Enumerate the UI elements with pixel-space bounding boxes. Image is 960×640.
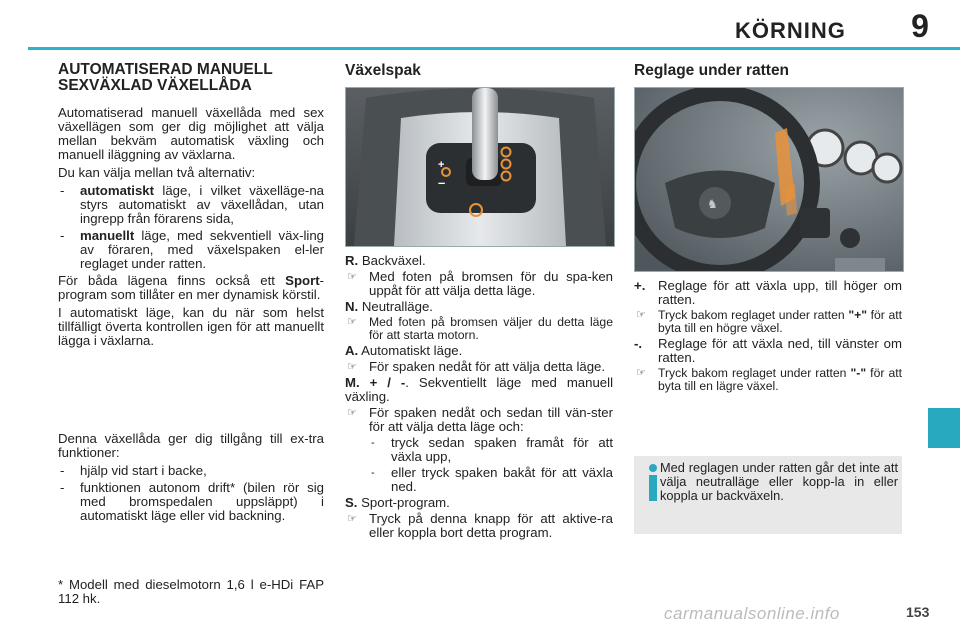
svg-text:♞: ♞ xyxy=(707,197,718,211)
functions-block xyxy=(58,432,324,526)
item-minus-paddle: -. Reglage för att växla ned, till vänster om ratten. xyxy=(634,336,902,365)
watermark: carmanualsonline.info xyxy=(664,604,840,623)
footnote: * Modell med dieselmotorn 1,6 l e-HDi FAP 112 hk. xyxy=(58,577,324,606)
info-text: Med reglagen under ratten går det inte att välja neutralläge eller kopp-la in eller koppla ur backväxeln. xyxy=(660,460,898,503)
hand-pointer-icon: ☞ xyxy=(347,407,357,419)
svg-text:–: – xyxy=(438,175,446,190)
left-column xyxy=(58,62,324,352)
sub-upshift: - tryck sedan spaken framåt för att växla upp, xyxy=(371,435,613,464)
chapter-side-tab xyxy=(928,408,960,448)
item-neutral: N. Neutralläge. xyxy=(345,299,433,314)
gear-lever-list xyxy=(345,254,613,542)
function-creep: - funktionen autonom drift* (bilen rör sig med bromspedalen uppsläppt) i automatiskt läge eller vid backning. xyxy=(58,481,324,523)
hint-sport: ☞ Tryck på denna knapp för att aktive-ra eller koppla bort detta program. xyxy=(347,511,613,540)
paddle-heading: Reglage under ratten xyxy=(634,62,790,79)
steering-wheel-image xyxy=(634,87,904,272)
hand-pointer-icon: ☞ xyxy=(347,513,357,525)
sport-paragraph: För båda lägena finns också ett Sport-program som tillåter en mer dynamisk körstil. xyxy=(58,273,324,302)
hint-manual: ☞ För spaken nedåt och sedan till vän-ster för att välja detta läge och: xyxy=(347,405,613,434)
hint-plus-paddle: ☞ Tryck bakom reglaget under ratten "+" för att byta till en högre växel. xyxy=(636,308,902,335)
svg-text:+: + xyxy=(438,159,445,171)
hand-pointer-icon: ☞ xyxy=(347,361,357,373)
info-box xyxy=(634,456,902,534)
hint-automatic: ☞ För spaken nedåt för att välja detta läge. xyxy=(347,359,606,374)
steering-wheel-illustration xyxy=(635,88,903,271)
functions-intro: Denna växellåda ger dig tillgång till ex-tra funktioner: xyxy=(58,431,324,460)
gear-lever-image xyxy=(345,87,615,247)
sub-downshift: - eller tryck spaken bakåt för att växla ned. xyxy=(371,465,613,494)
item-plus-paddle: +. Reglage för att växla upp, till höger om ratten. xyxy=(634,278,902,307)
override-paragraph: I automatiskt läge, kan du när som helst tillfälligt överta kontrollen igen för att manuellt lägga i växlarna. xyxy=(58,305,324,348)
intro-paragraph: Automatiserad manuell växellåda med sex växellägen som ger dig möjlighet att välja mellan bekväm automatisk växling och manuell iläggning av växlarna. xyxy=(58,105,324,162)
option-manual: - manuellt läge, med sekventiell väx-ling av föraren, med växelspaken el-ler reglaget under ratten. xyxy=(58,229,324,271)
hand-pointer-icon: ☞ xyxy=(636,309,646,321)
hand-pointer-icon: ☞ xyxy=(347,316,357,328)
section-heading: AUTOMATISERAD MANUELL SEXVÄXLAD VÄXELLÅDA xyxy=(58,61,273,94)
hint-neutral: ☞ Med foten på bromsen väljer du detta läge för att starta motorn. xyxy=(347,315,613,342)
item-manual: M. + / -. Sekventiellt läge med manuell växling. xyxy=(345,375,614,404)
hint-reverse: ☞ Med foten på bromsen för du spa-ken uppåt för att välja detta läge. xyxy=(347,269,613,298)
header-rule xyxy=(28,47,960,50)
item-sport: S. Sport-program. xyxy=(345,495,450,510)
page-number: 153 xyxy=(906,604,930,620)
paddle-list xyxy=(634,279,902,395)
item-reverse: R. Backväxel. xyxy=(345,253,426,268)
gear-lever-heading: Växelspak xyxy=(345,62,421,79)
hand-pointer-icon: ☞ xyxy=(347,271,357,283)
item-automatic: A. Automatiskt läge. xyxy=(345,343,463,358)
chapter-number: 9 xyxy=(911,8,929,44)
option-automatic: - automatiskt läge, i vilket växelläge-na styrs automatiskt av växellådan, utan ingrepp från förarens sida, xyxy=(58,184,324,226)
function-hill-start: - hjälp vid start i backe, xyxy=(58,464,324,478)
choose-paragraph: Du kan välja mellan två alternativ: xyxy=(58,165,256,180)
hand-pointer-icon: ☞ xyxy=(636,367,646,379)
chapter-title: KÖRNING xyxy=(735,18,846,43)
gear-lever-illustration xyxy=(346,88,614,246)
hint-minus-paddle: ☞ Tryck bakom reglaget under ratten "-" för att byta till en lägre växel. xyxy=(636,366,902,393)
